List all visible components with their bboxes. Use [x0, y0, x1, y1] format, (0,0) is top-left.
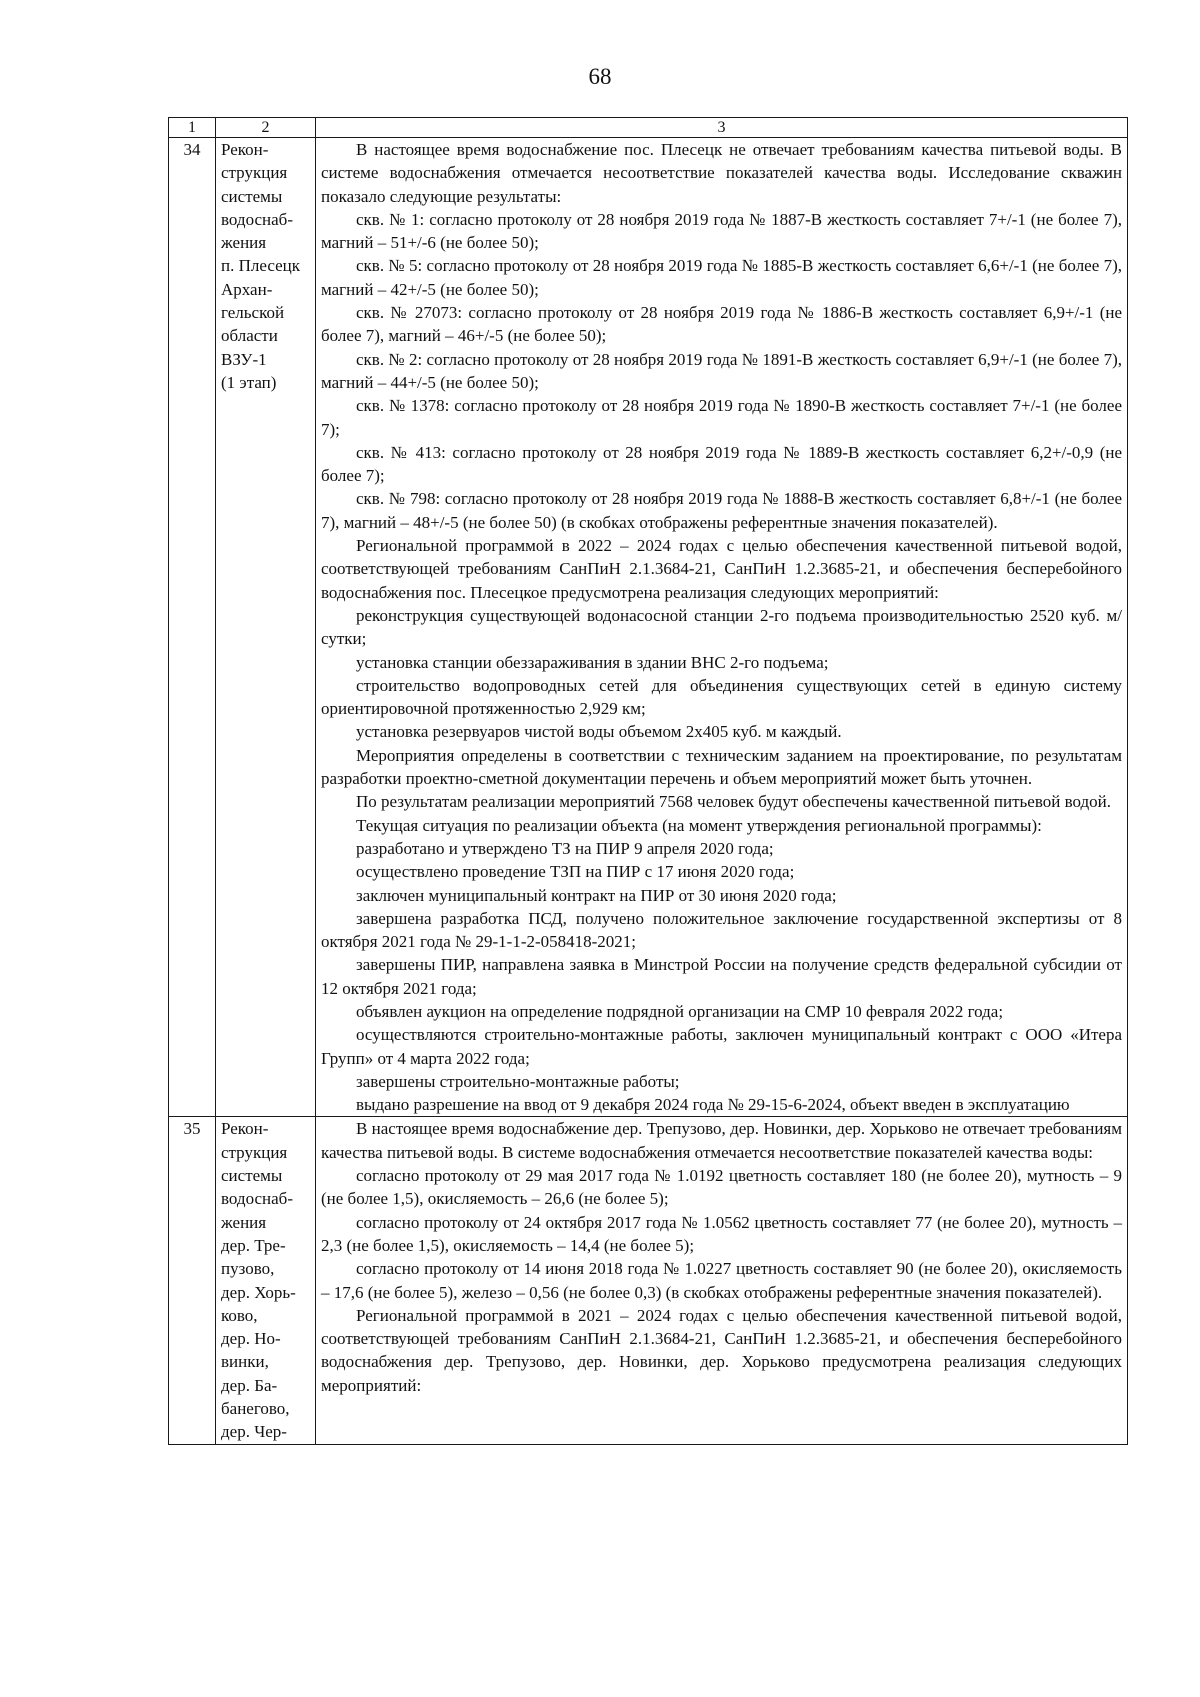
object-name-line: дер. Чер-: [221, 1422, 287, 1442]
object-name-line: ково,: [221, 1305, 258, 1325]
object-name-line: ВЗУ-1: [221, 349, 267, 369]
object-name-line: системы: [221, 186, 283, 206]
description-paragraph: Мероприятия определены в соответствии с техническим заданием на проектирование, по результатам разработки проектно-сметной документации перечень и объем мероприятий может быть уточнен.: [321, 745, 1122, 789]
object-name-line: струкция: [221, 163, 288, 183]
object-name-line: водоснаб-: [221, 209, 293, 229]
description-paragraph: скв. № 1378: согласно протоколу от 28 ноября 2019 года № 1890-В жесткость составляет 7+/-1 (не более 7);: [321, 396, 1122, 439]
description-paragraph: реконструкция существующей водонасосной станции 2-го подъема производительностью 2520 куб. м/сутки;: [321, 605, 1122, 649]
description-paragraph: согласно протоколу от 24 октября 2017 года № 1.0562 цветность составляет 77 (не более 20), мутность – 2,3 (не более 1,5), окисляемость – 14,4 (не более 5);: [321, 1212, 1122, 1255]
description-paragraph: скв. № 413: согласно протоколу от 28 ноября 2019 года № 1889-В жесткость составляет 6,2+/-0,9 (не более 7);: [321, 442, 1122, 486]
description-paragraph: согласно протоколу от 14 июня 2018 года № 1.0227 цветность составляет 90 (не более 20), окисляемость – 17,6 (не более 5), железо – 0,56 (не более 0,3) (в скобках отображены референтные значения показателей).: [321, 1259, 1122, 1302]
description-paragraph: завершены строительно-монтажные работы;: [356, 1071, 680, 1091]
object-name-line: Архан-: [221, 279, 273, 299]
object-description: [316, 1117, 1128, 1444]
object-name-line: винки,: [221, 1352, 269, 1372]
table-header-row: [169, 118, 1128, 138]
object-name-line: дер. Ба-: [221, 1375, 278, 1395]
description-paragraph: согласно протоколу от 29 мая 2017 года № 1.0192 цветность составляет 180 (не более 20), мутность – 9 (не более 1,5), окисляемость – 26,6 (не более 5);: [321, 1166, 1122, 1209]
description-paragraph: В настоящее время водоснабжение дер. Трепузово, дер. Новинки, дер. Хорьково не отвечает требованиям качества питьевой воды. В системе водоснабжения отмечается несоответствие показателей качества воды:: [321, 1119, 1122, 1162]
description-paragraph: По результатам реализации мероприятий 7568 человек будут обеспечены качественной питьевой водой.: [356, 792, 1112, 812]
row-number: 35: [169, 1117, 216, 1444]
object-name-line: банегово,: [221, 1399, 290, 1419]
description-paragraph: скв. № 798: согласно протоколу от 28 ноября 2019 года № 1888-В жесткость составляет 6,8+/-1 (не более 7), магний – 48+/-5 (не более 50) (в скобках отображены референтные значения показателей).: [321, 489, 1122, 532]
description-paragraph: скв. № 27073: согласно протоколу от 28 ноября 2019 года № 1886-В жесткость составляет 6,9+/-1 (не более 7), магний – 46+/-5 (не более 50);: [321, 303, 1122, 346]
object-name-line: (1 этап): [221, 372, 277, 392]
object-name-line: Рекон-: [221, 140, 269, 159]
object-name-line: дер. Но-: [221, 1329, 281, 1349]
object-name-line: п. Плесецк: [221, 256, 300, 276]
description-paragraph: Региональной программой в 2021 – 2024 годах с целью обеспечения качественной питьевой водой, соответствующей требованиям СанПиН 2.1.3684-21, СанПиН 1.2.3685-21, и обеспечения бесперебойного водоснабжения дер. Трепузово, дер. Новинки, дер. Хорьково предусмотрена реализация следующих мероприятий:: [321, 1305, 1122, 1395]
object-name-line: системы: [221, 1166, 283, 1186]
page-number: 68: [588, 64, 612, 89]
description-paragraph: установка резервуаров чистой воды объемом 2х405 куб. м каждый.: [356, 722, 842, 742]
measures-table: [168, 117, 1128, 1445]
description-paragraph: строительство водопроводных сетей для объединения существующих сетей в единую систему ориентировочной протяженностью 2,929 км;: [321, 675, 1122, 719]
object-name-line: дер. Хорь-: [221, 1282, 296, 1302]
description-paragraph: объявлен аукцион на определение подрядной организации на СМР 10 февраля 2022 года;: [356, 1001, 1004, 1021]
object-name-line: жения: [221, 233, 267, 253]
object-description: [316, 138, 1128, 1117]
description-paragraph: выдано разрешение на ввод от 9 декабря 2024 года № 29-15-6-2024, объект введен в эксплуатацию: [356, 1095, 1070, 1115]
description-paragraph: скв. № 1: согласно протоколу от 28 ноября 2019 года № 1887-В жесткость составляет 7+/-1 (не более 7), магний – 51+/-6 (не более 50);: [321, 209, 1122, 253]
table-row: [169, 1117, 1128, 1444]
description-paragraph: заключен муниципальный контракт на ПИР от 30 июня 2020 года;: [356, 885, 837, 905]
object-name: [216, 1117, 316, 1444]
description-paragraph: Текущая ситуация по реализации объекта (на момент утверждения региональной программы):: [356, 815, 1042, 835]
description-paragraph: Региональной программой в 2022 – 2024 годах с целью обеспечения качественной питьевой водой, соответствующей требованиям СанПиН 2.1.3684-21, СанПиН 1.2.3685-21, и обеспечения бесперебойного водоснабжения пос. Плесецкое предусмотрена реализация следующих мероприятий:: [321, 536, 1122, 602]
object-name-line: области: [221, 326, 278, 346]
description-paragraph: разработано и утверждено ТЗ на ПИР 9 апреля 2020 года;: [356, 838, 774, 858]
description-paragraph: скв. № 2: согласно протоколу от 28 ноября 2019 года № 1891-В жесткость составляет 6,9+/-1 (не более 7), магний – 44+/-5 (не более 50);: [321, 349, 1122, 392]
object-name-line: жения: [221, 1212, 267, 1232]
object-name: [216, 138, 316, 1117]
description-paragraph: осуществлено проведение ТЗП на ПИР с 17 июня 2020 года;: [356, 862, 795, 882]
object-name-line: струкция: [221, 1142, 288, 1162]
object-name-line: пузово,: [221, 1259, 275, 1279]
description-paragraph: скв. № 5: согласно протоколу от 28 ноября 2019 года № 1885-В жесткость составляет 6,6+/-1 (не более 7), магний – 42+/-5 (не более 50);: [321, 256, 1122, 299]
header-col-2: 2: [216, 118, 316, 138]
table-row: [169, 138, 1128, 1117]
description-paragraph: завершены ПИР, направлена заявка в Минстрой России на получение средств федеральной субсидии от 12 октября 2021 года;: [321, 955, 1122, 998]
description-paragraph: завершена разработка ПСД, получено положительное заключение государственной экспертизы от 8 октября 2021 года № 29-1-1-2-058418-2021;: [321, 908, 1122, 952]
description-paragraph: В настоящее время водоснабжение пос. Плесецк не отвечает требованиям качества питьевой воды. В системе водоснабжения отмечается несоответствие показателей качества воды. Исследование скважин показало следующие результаты:: [321, 140, 1122, 206]
object-name-line: Рекон-: [221, 1119, 269, 1139]
description-paragraph: установка станции обеззараживания в здании ВНС 2-го подъема;: [356, 652, 829, 672]
header-col-3: 3: [316, 118, 1128, 138]
object-name-line: дер. Тре-: [221, 1235, 286, 1255]
object-name-line: гельской: [221, 303, 285, 323]
header-col-1: 1: [169, 118, 216, 138]
object-name-line: водоснаб-: [221, 1189, 293, 1209]
row-number: 34: [169, 138, 216, 1117]
description-paragraph: осуществляются строительно-монтажные работы, заключен муниципальный контракт с ООО «Итера Групп» от 4 марта 2022 года;: [321, 1025, 1122, 1068]
